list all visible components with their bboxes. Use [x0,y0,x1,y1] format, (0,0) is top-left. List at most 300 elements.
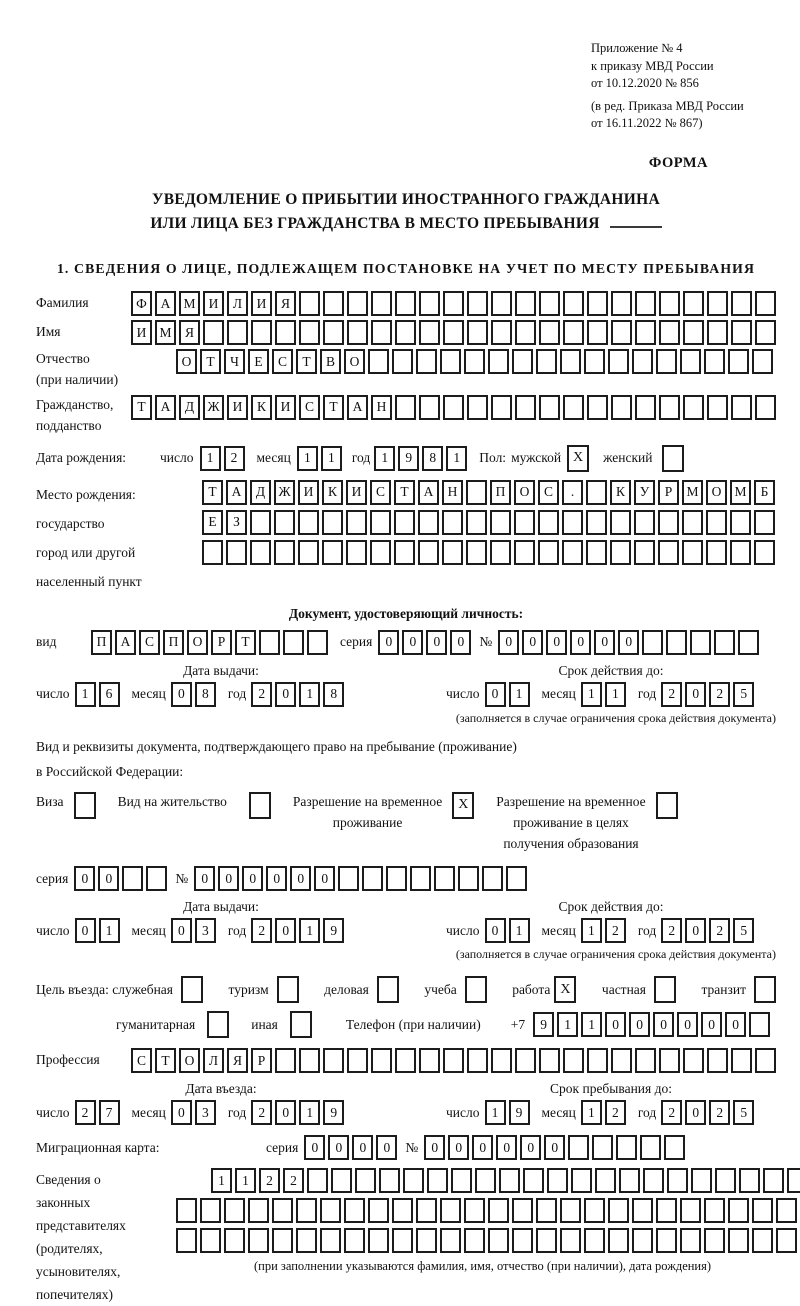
char-cell[interactable]: Т [202,480,223,505]
char-cell[interactable]: П [490,480,511,505]
char-cell[interactable] [691,1168,712,1193]
char-cell[interactable] [395,291,416,316]
char-cell[interactable] [728,1198,749,1223]
char-cell[interactable] [731,291,752,316]
char-cell[interactable]: Е [202,510,223,535]
char-cell[interactable] [755,395,776,420]
char-cell[interactable] [755,320,776,345]
char-cell[interactable]: 2 [283,1168,304,1193]
char-cell[interactable]: 0 [450,630,471,655]
char-cell[interactable] [344,1198,365,1223]
char-cell[interactable] [395,395,416,420]
char-cell[interactable] [298,510,319,535]
char-cell[interactable] [730,540,751,565]
char-cell[interactable] [634,510,655,535]
char-cell[interactable] [683,1048,704,1073]
char-cell[interactable]: Ф [131,291,152,316]
char-cell[interactable] [392,349,413,374]
char-cell[interactable]: 0 [594,630,615,655]
char-cell[interactable]: 1 [321,446,342,471]
char-cell[interactable] [584,349,605,374]
char-cell[interactable]: 0 [314,866,335,891]
char-cell[interactable] [514,510,535,535]
char-cell[interactable] [251,320,272,345]
char-cell[interactable] [515,291,536,316]
char-cell[interactable]: О [179,1048,200,1073]
char-cell[interactable] [587,291,608,316]
char-cell[interactable] [512,1198,533,1223]
char-cell[interactable]: 9 [509,1100,530,1125]
char-cell[interactable]: 3 [195,918,216,943]
char-cell[interactable] [682,510,703,535]
char-cell[interactable] [690,630,711,655]
char-cell[interactable]: С [299,395,320,420]
char-cell[interactable] [203,320,224,345]
char-cell[interactable] [634,540,655,565]
char-cell[interactable]: 8 [323,682,344,707]
char-cell[interactable]: И [346,480,367,505]
char-cell[interactable] [283,630,304,655]
char-cell[interactable] [392,1228,413,1253]
char-cell[interactable] [539,291,560,316]
char-cell[interactable] [296,1228,317,1253]
char-cell[interactable]: О [344,349,365,374]
char-cell[interactable] [443,395,464,420]
char-cell[interactable] [707,1048,728,1073]
char-cell[interactable] [368,349,389,374]
char-cell[interactable] [443,291,464,316]
char-cell[interactable]: . [562,480,583,505]
char-cell[interactable] [338,866,359,891]
char-cell[interactable] [640,1135,661,1160]
char-cell[interactable] [706,510,727,535]
char-cell[interactable] [418,510,439,535]
char-cell[interactable]: И [251,291,272,316]
purpose-business-checkbox[interactable] [377,976,399,1003]
char-cell[interactable] [680,1198,701,1223]
char-cell[interactable] [499,1168,520,1193]
char-cell[interactable] [728,1228,749,1253]
char-cell[interactable] [728,349,749,374]
char-cell[interactable]: Т [235,630,256,655]
char-cell[interactable] [250,510,271,535]
char-cell[interactable]: 7 [99,1100,120,1125]
char-cell[interactable]: 0 [570,630,591,655]
char-cell[interactable]: О [514,480,535,505]
char-cell[interactable]: 0 [725,1012,746,1037]
char-cell[interactable] [667,1168,688,1193]
char-cell[interactable]: 0 [685,1100,706,1125]
char-cell[interactable] [386,866,407,891]
char-cell[interactable] [490,540,511,565]
char-cell[interactable] [427,1168,448,1193]
char-cell[interactable] [704,1198,725,1223]
char-cell[interactable]: Ж [274,480,295,505]
char-cell[interactable] [749,1012,770,1037]
char-cell[interactable]: Р [658,480,679,505]
char-cell[interactable] [200,1198,221,1223]
char-cell[interactable]: И [275,395,296,420]
char-cell[interactable] [395,320,416,345]
char-cell[interactable] [547,1168,568,1193]
char-cell[interactable] [632,349,653,374]
char-cell[interactable] [346,510,367,535]
char-cell[interactable] [299,1048,320,1073]
char-cell[interactable]: 0 [653,1012,674,1037]
char-cell[interactable] [440,1228,461,1253]
char-cell[interactable] [226,540,247,565]
char-cell[interactable]: 0 [218,866,239,891]
char-cell[interactable]: Ч [224,349,245,374]
char-cell[interactable]: 0 [275,1100,296,1125]
sex-male-checkbox[interactable]: X [567,445,589,472]
char-cell[interactable] [122,866,143,891]
char-cell[interactable] [467,1048,488,1073]
char-cell[interactable] [419,291,440,316]
char-cell[interactable] [259,630,280,655]
char-cell[interactable]: 0 [275,918,296,943]
char-cell[interactable] [563,320,584,345]
char-cell[interactable] [536,349,557,374]
char-cell[interactable]: С [272,349,293,374]
char-cell[interactable]: Я [179,320,200,345]
char-cell[interactable]: 1 [446,446,467,471]
char-cell[interactable] [394,540,415,565]
char-cell[interactable] [787,1168,800,1193]
char-cell[interactable]: 0 [290,866,311,891]
char-cell[interactable] [659,320,680,345]
char-cell[interactable]: Р [211,630,232,655]
char-cell[interactable] [752,1198,773,1223]
char-cell[interactable] [440,349,461,374]
char-cell[interactable]: 5 [733,918,754,943]
char-cell[interactable]: 0 [472,1135,493,1160]
char-cell[interactable]: 1 [581,918,602,943]
option-education-residence-checkbox[interactable] [656,792,678,819]
char-cell[interactable]: 0 [498,630,519,655]
char-cell[interactable] [536,1198,557,1223]
char-cell[interactable] [467,395,488,420]
char-cell[interactable] [392,1198,413,1223]
char-cell[interactable]: И [131,320,152,345]
char-cell[interactable] [739,1168,760,1193]
char-cell[interactable]: 1 [299,682,320,707]
char-cell[interactable] [658,540,679,565]
char-cell[interactable] [275,320,296,345]
char-cell[interactable] [608,1198,629,1223]
char-cell[interactable] [410,866,431,891]
char-cell[interactable]: Я [275,291,296,316]
char-cell[interactable] [611,395,632,420]
char-cell[interactable]: И [298,480,319,505]
char-cell[interactable] [274,540,295,565]
char-cell[interactable] [275,1048,296,1073]
char-cell[interactable] [488,1198,509,1223]
char-cell[interactable] [202,540,223,565]
char-cell[interactable]: 0 [485,918,506,943]
char-cell[interactable]: 2 [661,682,682,707]
char-cell[interactable]: 2 [251,1100,272,1125]
char-cell[interactable]: 2 [709,1100,730,1125]
char-cell[interactable] [443,1048,464,1073]
char-cell[interactable] [658,510,679,535]
char-cell[interactable]: 9 [323,1100,344,1125]
char-cell[interactable]: Е [248,349,269,374]
char-cell[interactable] [466,480,487,505]
char-cell[interactable] [730,510,751,535]
char-cell[interactable] [488,1228,509,1253]
char-cell[interactable]: 0 [352,1135,373,1160]
char-cell[interactable] [368,1228,389,1253]
char-cell[interactable]: 0 [685,918,706,943]
char-cell[interactable] [512,349,533,374]
char-cell[interactable] [298,540,319,565]
char-cell[interactable] [560,1228,581,1253]
char-cell[interactable]: М [155,320,176,345]
char-cell[interactable]: Д [250,480,271,505]
char-cell[interactable] [491,1048,512,1073]
char-cell[interactable] [656,349,677,374]
char-cell[interactable] [683,291,704,316]
char-cell[interactable] [442,510,463,535]
char-cell[interactable]: 1 [297,446,318,471]
char-cell[interactable] [371,320,392,345]
option-residence-permit-checkbox[interactable] [249,792,271,819]
purpose-transit-checkbox[interactable] [754,976,776,1003]
char-cell[interactable]: П [91,630,112,655]
char-cell[interactable]: 0 [629,1012,650,1037]
char-cell[interactable] [755,291,776,316]
char-cell[interactable] [272,1228,293,1253]
char-cell[interactable]: 0 [605,1012,626,1037]
char-cell[interactable] [355,1168,376,1193]
char-cell[interactable]: 0 [328,1135,349,1160]
char-cell[interactable] [563,395,584,420]
char-cell[interactable] [776,1228,797,1253]
char-cell[interactable]: 2 [709,918,730,943]
char-cell[interactable] [682,540,703,565]
char-cell[interactable] [562,540,583,565]
char-cell[interactable] [395,1048,416,1073]
char-cell[interactable] [538,510,559,535]
char-cell[interactable] [704,349,725,374]
char-cell[interactable]: 0 [544,1135,565,1160]
char-cell[interactable] [659,1048,680,1073]
char-cell[interactable] [307,630,328,655]
char-cell[interactable]: 2 [75,1100,96,1125]
char-cell[interactable]: 0 [426,630,447,655]
char-cell[interactable] [322,510,343,535]
char-cell[interactable] [514,540,535,565]
char-cell[interactable]: 0 [171,918,192,943]
char-cell[interactable] [659,395,680,420]
char-cell[interactable] [323,320,344,345]
char-cell[interactable]: 1 [581,1100,602,1125]
char-cell[interactable]: Р [251,1048,272,1073]
char-cell[interactable]: А [347,395,368,420]
char-cell[interactable] [224,1198,245,1223]
purpose-other-checkbox[interactable] [290,1011,312,1038]
char-cell[interactable] [466,510,487,535]
char-cell[interactable]: 0 [546,630,567,655]
char-cell[interactable] [331,1168,352,1193]
char-cell[interactable] [250,540,271,565]
char-cell[interactable]: 5 [733,682,754,707]
char-cell[interactable] [403,1168,424,1193]
char-cell[interactable]: 0 [618,630,639,655]
purpose-work-checkbox[interactable]: X [554,976,576,1003]
char-cell[interactable]: Л [203,1048,224,1073]
char-cell[interactable] [419,1048,440,1073]
char-cell[interactable] [491,320,512,345]
char-cell[interactable] [370,510,391,535]
char-cell[interactable] [610,540,631,565]
purpose-tourism-checkbox[interactable] [277,976,299,1003]
char-cell[interactable] [491,395,512,420]
char-cell[interactable] [586,540,607,565]
char-cell[interactable] [616,1135,637,1160]
char-cell[interactable] [563,1048,584,1073]
char-cell[interactable]: 1 [581,682,602,707]
char-cell[interactable]: 1 [299,918,320,943]
char-cell[interactable] [539,1048,560,1073]
char-cell[interactable] [464,1228,485,1253]
char-cell[interactable] [731,1048,752,1073]
char-cell[interactable] [539,395,560,420]
char-cell[interactable]: 0 [275,682,296,707]
char-cell[interactable]: К [322,480,343,505]
char-cell[interactable] [227,320,248,345]
char-cell[interactable] [738,630,759,655]
char-cell[interactable]: 0 [242,866,263,891]
char-cell[interactable]: 5 [733,1100,754,1125]
char-cell[interactable]: В [320,349,341,374]
purpose-study-checkbox[interactable] [465,976,487,1003]
char-cell[interactable]: 2 [709,682,730,707]
char-cell[interactable]: 2 [251,682,272,707]
char-cell[interactable] [458,866,479,891]
char-cell[interactable] [274,510,295,535]
char-cell[interactable] [323,1048,344,1073]
char-cell[interactable]: 0 [424,1135,445,1160]
char-cell[interactable]: 0 [171,1100,192,1125]
char-cell[interactable] [464,349,485,374]
char-cell[interactable] [323,291,344,316]
char-cell[interactable] [394,510,415,535]
char-cell[interactable] [595,1168,616,1193]
char-cell[interactable] [539,320,560,345]
char-cell[interactable] [379,1168,400,1193]
char-cell[interactable] [490,510,511,535]
char-cell[interactable]: 1 [509,682,530,707]
char-cell[interactable] [635,395,656,420]
char-cell[interactable] [611,291,632,316]
char-cell[interactable]: А [115,630,136,655]
char-cell[interactable]: И [227,395,248,420]
char-cell[interactable] [419,395,440,420]
char-cell[interactable]: 0 [685,682,706,707]
char-cell[interactable] [635,1048,656,1073]
char-cell[interactable] [506,866,527,891]
char-cell[interactable] [632,1228,653,1253]
char-cell[interactable]: Т [131,395,152,420]
char-cell[interactable] [642,630,663,655]
char-cell[interactable] [482,866,503,891]
char-cell[interactable]: 2 [224,446,245,471]
char-cell[interactable] [299,291,320,316]
sex-female-checkbox[interactable] [662,445,684,472]
char-cell[interactable] [664,1135,685,1160]
char-cell[interactable]: 0 [677,1012,698,1037]
char-cell[interactable] [467,291,488,316]
char-cell[interactable]: 0 [266,866,287,891]
char-cell[interactable]: 0 [98,866,119,891]
char-cell[interactable]: 1 [235,1168,256,1193]
char-cell[interactable]: 2 [251,918,272,943]
char-cell[interactable]: 0 [75,918,96,943]
char-cell[interactable]: 1 [200,446,221,471]
char-cell[interactable] [610,510,631,535]
char-cell[interactable]: П [163,630,184,655]
char-cell[interactable] [707,395,728,420]
char-cell[interactable] [512,1228,533,1253]
char-cell[interactable] [515,320,536,345]
char-cell[interactable] [362,866,383,891]
char-cell[interactable] [714,630,735,655]
char-cell[interactable]: О [176,349,197,374]
char-cell[interactable] [176,1198,197,1223]
char-cell[interactable] [666,630,687,655]
char-cell[interactable] [322,540,343,565]
char-cell[interactable] [755,1048,776,1073]
char-cell[interactable] [752,1228,773,1253]
char-cell[interactable] [656,1228,677,1253]
char-cell[interactable] [763,1168,784,1193]
char-cell[interactable]: Д [179,395,200,420]
char-cell[interactable] [635,291,656,316]
char-cell[interactable] [683,320,704,345]
char-cell[interactable]: Л [227,291,248,316]
char-cell[interactable] [370,540,391,565]
char-cell[interactable]: 9 [533,1012,554,1037]
char-cell[interactable] [418,540,439,565]
char-cell[interactable] [656,1198,677,1223]
char-cell[interactable] [515,395,536,420]
char-cell[interactable] [419,320,440,345]
char-cell[interactable] [416,1228,437,1253]
char-cell[interactable]: 0 [74,866,95,891]
char-cell[interactable]: 2 [661,1100,682,1125]
char-cell[interactable] [586,510,607,535]
char-cell[interactable]: 6 [99,682,120,707]
char-cell[interactable] [320,1198,341,1223]
char-cell[interactable] [515,1048,536,1073]
char-cell[interactable] [347,320,368,345]
char-cell[interactable]: 0 [376,1135,397,1160]
char-cell[interactable]: Т [200,349,221,374]
char-cell[interactable] [475,1168,496,1193]
char-cell[interactable]: Т [155,1048,176,1073]
char-cell[interactable] [224,1228,245,1253]
char-cell[interactable] [442,540,463,565]
char-cell[interactable]: Т [323,395,344,420]
char-cell[interactable] [619,1168,640,1193]
char-cell[interactable] [562,510,583,535]
char-cell[interactable]: И [203,291,224,316]
char-cell[interactable] [707,320,728,345]
char-cell[interactable] [659,291,680,316]
char-cell[interactable] [200,1228,221,1253]
